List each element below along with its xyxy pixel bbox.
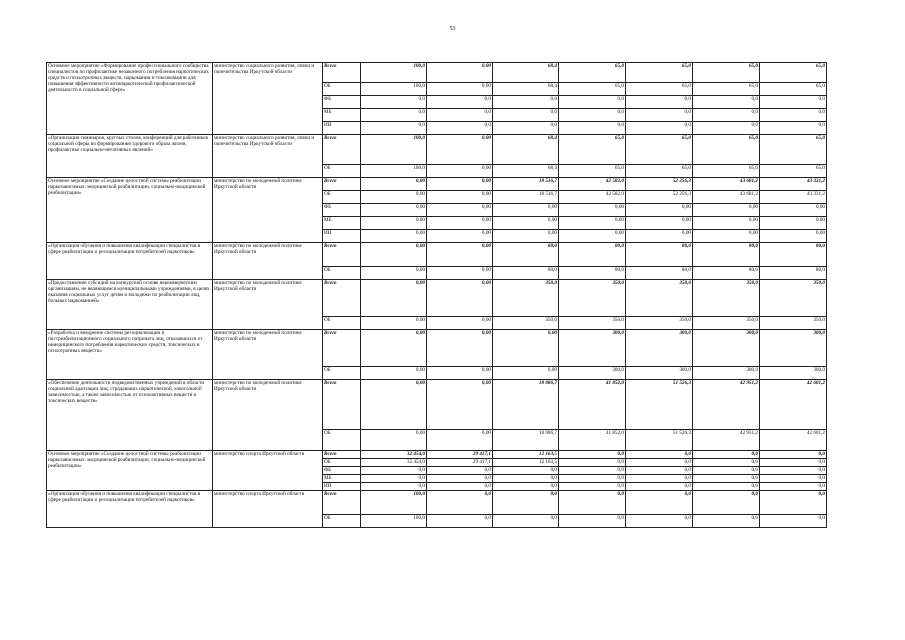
amount-cell: 0,0 <box>760 109 827 122</box>
amount-cell: 0,0 <box>559 467 626 475</box>
amount-cell: 0,0 <box>760 491 827 515</box>
amount-cell: 0,00 <box>427 430 493 451</box>
amount-cell: 0,0 <box>626 483 693 491</box>
amount-cell: 100,0 <box>361 135 427 165</box>
amount-cell: 0,00 <box>427 367 493 380</box>
amount-cell: 29 417,1 <box>427 459 493 467</box>
amount-cell: 0,0 <box>427 475 493 483</box>
amount-cell: 0,00 <box>361 217 427 230</box>
amount-cell: 0,0 <box>493 122 559 135</box>
funding-source: Всего <box>323 280 361 317</box>
amount-cell: 350,0 <box>626 317 693 330</box>
amount-cell: 0,0 <box>559 122 626 135</box>
amount-cell: 350,0 <box>493 280 559 317</box>
funding-source: Всего <box>323 380 361 430</box>
amount-cell: 0,0 <box>760 483 827 491</box>
amount-cell: 0,00 <box>427 230 493 243</box>
table-row <box>47 380 827 430</box>
amount-cell: 0,00 <box>361 230 427 243</box>
amount-cell: 300,0 <box>760 330 827 367</box>
amount-cell: 0,0 <box>493 96 559 109</box>
amount-cell: 0,00 <box>427 165 493 178</box>
amount-cell: 0,0 <box>693 515 760 528</box>
amount-cell: 0,0 <box>760 475 827 483</box>
amount-cell: 80,0 <box>626 243 693 267</box>
amount-cell: 65,0 <box>559 135 626 165</box>
amount-cell: 0,0 <box>626 451 693 459</box>
amount-cell: 42 582,0 <box>559 178 626 191</box>
amount-cell: 0,00 <box>626 204 693 217</box>
amount-cell: 100,0 <box>361 83 427 96</box>
amount-cell: 80,0 <box>760 243 827 267</box>
amount-cell: 0,00 <box>427 135 493 165</box>
executor-name: министерство по молодежной политике Иркутской области <box>213 243 323 280</box>
amount-cell: 43 681,2 <box>693 191 760 204</box>
amount-cell: 41 852,0 <box>559 380 626 430</box>
amount-cell: 0,0 <box>626 467 693 475</box>
funding-source: ОБ <box>323 83 361 96</box>
amount-cell: 65,0 <box>693 63 760 83</box>
amount-cell: 0,0 <box>559 459 626 467</box>
funding-source: ОБ <box>323 191 361 204</box>
amount-cell: 42 601,2 <box>760 430 827 451</box>
amount-cell: 0,0 <box>559 451 626 459</box>
amount-cell: 0,0 <box>427 467 493 475</box>
amount-cell: 100,0 <box>361 515 427 528</box>
activity-name: «Организация обучения и повышения квалификации специалистов в сфере реабилитации и ресоциализации потребителей наркотиков» <box>47 491 213 528</box>
amount-cell: 68,4 <box>493 135 559 165</box>
amount-cell: 18 516,7 <box>493 178 559 191</box>
amount-cell: 0,0 <box>693 491 760 515</box>
amount-cell: 0,00 <box>760 217 827 230</box>
funding-source: ОБ <box>323 459 361 467</box>
amount-cell: 0,0 <box>493 109 559 122</box>
amount-cell: 80,0 <box>493 243 559 267</box>
funding-source: ОБ <box>323 515 361 528</box>
funding-source: ФБ <box>323 204 361 217</box>
amount-cell: 41 852,0 <box>559 430 626 451</box>
amount-cell: 68,4 <box>493 83 559 96</box>
amount-cell: 80,0 <box>693 267 760 280</box>
amount-cell: 51 526,3 <box>626 430 693 451</box>
amount-cell: 65,0 <box>559 165 626 178</box>
amount-cell: 0,0 <box>361 96 427 109</box>
amount-cell: 0,0 <box>626 515 693 528</box>
amount-cell: 100,0 <box>361 63 427 83</box>
table-row <box>47 63 827 83</box>
amount-cell: 300,0 <box>693 367 760 380</box>
amount-cell: 29 417,1 <box>427 451 493 459</box>
activity-name: «Организация семинаров, круглых столов, конференций для работников социальной сферы по формированию здорового образа жизни, профилактике социально-негативных явлений» <box>47 135 213 178</box>
amount-cell: 0,00 <box>760 230 827 243</box>
funding-source: ОБ <box>323 430 361 451</box>
amount-cell: 0,00 <box>427 243 493 267</box>
amount-cell: 65,0 <box>626 63 693 83</box>
amount-cell: 0,0 <box>427 96 493 109</box>
amount-cell: 0,0 <box>427 483 493 491</box>
amount-cell: 0,0 <box>493 515 559 528</box>
activity-name: Основное мероприятие «Формирование профессионального сообщества специалистов по профилактике незаконного потребления наркотических средств и психотропных веществ, наркомании и токсикомании для повышения эффективности антинаркотической профилактической деятельности в социальной сфере» <box>47 63 213 135</box>
amount-cell: 52 256,3 <box>626 191 693 204</box>
amount-cell: 0,00 <box>626 230 693 243</box>
executor-name: министерство по молодежной политике Иркутской области <box>213 380 323 451</box>
amount-cell: 350,0 <box>493 317 559 330</box>
table-row <box>47 243 827 267</box>
funding-source: МБ <box>323 475 361 483</box>
page-number: 53 <box>449 26 456 32</box>
activity-name: «Предоставление субсидий на конкурсной основе некоммерческим организациям, не являющимся муниципальными учреждениями, в целях оказания социальных услуг детям и молодежи по реабилитации лиц, больных наркоманией» <box>47 280 213 330</box>
amount-cell: 68,4 <box>493 165 559 178</box>
amount-cell: 0,0 <box>361 467 427 475</box>
amount-cell: 18 086,7 <box>493 380 559 430</box>
funding-source: Всего <box>323 135 361 165</box>
executor-name: министерство по молодежной политике Иркутской области <box>213 280 323 330</box>
amount-cell: 80,0 <box>693 243 760 267</box>
amount-cell: 0,00 <box>361 380 427 430</box>
funding-source: ФБ <box>323 467 361 475</box>
amount-cell: 0,00 <box>427 204 493 217</box>
amount-cell: 0,0 <box>361 122 427 135</box>
executor-name: министерство спорта Иркутской области <box>213 491 323 528</box>
amount-cell: 0,0 <box>361 109 427 122</box>
amount-cell: 42 601,2 <box>760 380 827 430</box>
amount-cell: 0,0 <box>559 475 626 483</box>
amount-cell: 300,0 <box>693 330 760 367</box>
amount-cell: 0,0 <box>559 515 626 528</box>
executor-name: министерство по молодежной политике Иркутской области <box>213 330 323 380</box>
amount-cell: 0,00 <box>559 204 626 217</box>
amount-cell: 300,0 <box>760 367 827 380</box>
amount-cell: 65,0 <box>626 165 693 178</box>
amount-cell: 52 256,3 <box>626 178 693 191</box>
executor-name: министерство социального развития, опеки и попечительства Иркутской области <box>213 135 323 178</box>
amount-cell: 300,0 <box>559 367 626 380</box>
amount-cell: 0,0 <box>693 96 760 109</box>
amount-cell: 0,00 <box>559 217 626 230</box>
funding-source: ИИ <box>323 483 361 491</box>
amount-cell: 0,00 <box>361 430 427 451</box>
amount-cell: 0,0 <box>760 467 827 475</box>
amount-cell: 0,00 <box>493 217 559 230</box>
amount-cell: 0,0 <box>361 483 427 491</box>
amount-cell: 0,0 <box>626 96 693 109</box>
amount-cell: 0,0 <box>493 483 559 491</box>
amount-cell: 0,0 <box>760 96 827 109</box>
amount-cell: 0,0 <box>493 467 559 475</box>
amount-cell: 0,0 <box>760 459 827 467</box>
amount-cell: 65,0 <box>626 83 693 96</box>
amount-cell: 0,00 <box>493 204 559 217</box>
amount-cell: 0,0 <box>626 459 693 467</box>
amount-cell: 0,00 <box>693 204 760 217</box>
amount-cell: 0,00 <box>361 367 427 380</box>
funding-source: МБ <box>323 217 361 230</box>
amount-cell: 0,00 <box>427 83 493 96</box>
amount-cell: 65,0 <box>760 165 827 178</box>
funding-source: ОБ <box>323 165 361 178</box>
amount-cell: 0,0 <box>626 491 693 515</box>
amount-cell: 0,0 <box>559 109 626 122</box>
amount-cell: 0,0 <box>760 451 827 459</box>
amount-cell: 0,00 <box>361 204 427 217</box>
amount-cell: 0,0 <box>693 109 760 122</box>
amount-cell: 0,00 <box>427 191 493 204</box>
amount-cell: 0,00 <box>427 280 493 317</box>
amount-cell: 43 681,2 <box>693 178 760 191</box>
amount-cell: 65,0 <box>559 83 626 96</box>
amount-cell: 0,0 <box>559 491 626 515</box>
amount-cell: 0,00 <box>361 178 427 191</box>
table-row <box>47 491 827 515</box>
amount-cell: 12 163,5 <box>493 459 559 467</box>
activity-name: «Обеспечение деятельности подведомственных учреждений в области социальной адаптации лиц, страдающих наркотической, алкогольной зависимостью, а также зависимостью от психоактивных веществ и токсических веществ» <box>47 380 213 451</box>
amount-cell: 80,0 <box>559 243 626 267</box>
amount-cell: 0,00 <box>427 178 493 191</box>
funding-source: ИИ <box>323 230 361 243</box>
amount-cell: 18 086,7 <box>493 430 559 451</box>
amount-cell: 0,00 <box>493 330 559 367</box>
table-row <box>47 451 827 459</box>
amount-cell: 0,00 <box>361 243 427 267</box>
amount-cell: 0,00 <box>493 367 559 380</box>
amount-cell: 0,00 <box>626 217 693 230</box>
amount-cell: 300,0 <box>626 330 693 367</box>
amount-cell: 0,0 <box>693 451 760 459</box>
amount-cell: 65,0 <box>693 135 760 165</box>
amount-cell: 0,00 <box>427 217 493 230</box>
amount-cell: 0,0 <box>559 96 626 109</box>
executor-name: министерство спорта Иркутской области <box>213 451 323 491</box>
amount-cell: 0,0 <box>693 459 760 467</box>
funding-source: Всего <box>323 451 361 459</box>
funding-source: ФБ <box>323 96 361 109</box>
amount-cell: 0,0 <box>361 475 427 483</box>
funding-source: Всего <box>323 178 361 191</box>
activity-name: Основное мероприятие «Создание целостной системы реабилитации наркозависимых: медицинской реабилитации, социально-медицинской реабилитации» <box>47 178 213 243</box>
amount-cell: 0,00 <box>559 230 626 243</box>
funding-source: ИИ <box>323 122 361 135</box>
amount-cell: 100,0 <box>361 165 427 178</box>
amount-cell: 0,00 <box>427 330 493 367</box>
amount-cell: 0,0 <box>493 475 559 483</box>
funding-source: МБ <box>323 109 361 122</box>
activity-name: Основное мероприятие «Создание целостной системы реабилитации наркозависимых: медицинской реабилитации, социально-медицинской реабилитации» <box>47 451 213 491</box>
amount-cell: 80,0 <box>559 267 626 280</box>
amount-cell: 43 331,2 <box>760 178 827 191</box>
table-row <box>47 330 827 367</box>
activity-name: «Разработка и внедрение системы ресоциализации и постреабилитационного социального патроната лиц, отказавшихся от немедицинского потребления наркотических средств, токсических и психотропных веществ» <box>47 330 213 380</box>
amount-cell: 100,0 <box>361 491 427 515</box>
amount-cell: 0,0 <box>760 515 827 528</box>
amount-cell: 0,0 <box>693 122 760 135</box>
amount-cell: 65,0 <box>559 63 626 83</box>
amount-cell: 0,00 <box>361 330 427 367</box>
funding-source: Всего <box>323 330 361 367</box>
funding-source: Всего <box>323 491 361 515</box>
amount-cell: 0,00 <box>760 204 827 217</box>
funding-source: ОБ <box>323 267 361 280</box>
funding-source: Всего <box>323 63 361 83</box>
amount-cell: 80,0 <box>760 267 827 280</box>
amount-cell: 0,0 <box>760 122 827 135</box>
amount-cell: 80,0 <box>626 267 693 280</box>
amount-cell: 32 454,0 <box>361 459 427 467</box>
amount-cell: 300,0 <box>559 330 626 367</box>
amount-cell: 0,00 <box>427 63 493 83</box>
amount-cell: 42 951,2 <box>693 430 760 451</box>
amount-cell: 350,0 <box>760 317 827 330</box>
amount-cell: 350,0 <box>559 317 626 330</box>
amount-cell: 0,00 <box>693 230 760 243</box>
table-row <box>47 280 827 317</box>
amount-cell: 0,00 <box>427 267 493 280</box>
amount-cell: 0,0 <box>493 491 559 515</box>
executor-name: министерство по молодежной политике Иркутской области <box>213 178 323 243</box>
amount-cell: 43 331,2 <box>760 191 827 204</box>
amount-cell: 0,00 <box>361 191 427 204</box>
table-row <box>47 178 827 191</box>
amount-cell: 0,0 <box>427 122 493 135</box>
funding-source: ОБ <box>323 367 361 380</box>
amount-cell: 0,0 <box>693 467 760 475</box>
amount-cell: 0,00 <box>693 217 760 230</box>
amount-cell: 32 454,0 <box>361 451 427 459</box>
amount-cell: 350,0 <box>693 280 760 317</box>
amount-cell: 0,0 <box>626 475 693 483</box>
table-row <box>47 135 827 165</box>
amount-cell: 350,0 <box>693 317 760 330</box>
amount-cell: 51 526,3 <box>626 380 693 430</box>
amount-cell: 65,0 <box>626 135 693 165</box>
amount-cell: 65,0 <box>760 63 827 83</box>
budget-table <box>46 62 827 528</box>
amount-cell: 0,00 <box>361 267 427 280</box>
executor-name: министерство социального развития, опеки и попечительства Иркутской области <box>213 63 323 135</box>
amount-cell: 350,0 <box>626 280 693 317</box>
amount-cell: 0,00 <box>361 280 427 317</box>
amount-cell: 350,0 <box>559 280 626 317</box>
amount-cell: 0,0 <box>693 475 760 483</box>
amount-cell: 68,4 <box>493 63 559 83</box>
amount-cell: 0,0 <box>559 483 626 491</box>
amount-cell: 0,00 <box>427 317 493 330</box>
amount-cell: 12 163,5 <box>493 451 559 459</box>
amount-cell: 65,0 <box>693 83 760 96</box>
amount-cell: 18 516,7 <box>493 191 559 204</box>
amount-cell: 0,0 <box>626 109 693 122</box>
amount-cell: 0,00 <box>427 380 493 430</box>
amount-cell: 0,0 <box>427 491 493 515</box>
amount-cell: 0,0 <box>626 122 693 135</box>
amount-cell: 0,0 <box>427 515 493 528</box>
activity-name: «Организация обучения и повышения квалификации специалистов в сфере реабилитации и ресоциализации потребителей наркотиков» <box>47 243 213 280</box>
amount-cell: 42 582,0 <box>559 191 626 204</box>
amount-cell: 300,0 <box>626 367 693 380</box>
amount-cell: 350,0 <box>760 280 827 317</box>
amount-cell: 0,00 <box>493 230 559 243</box>
amount-cell: 80,0 <box>493 267 559 280</box>
amount-cell: 65,0 <box>760 83 827 96</box>
amount-cell: 65,0 <box>693 165 760 178</box>
amount-cell: 0,0 <box>693 483 760 491</box>
amount-cell: 42 951,2 <box>693 380 760 430</box>
amount-cell: 65,0 <box>760 135 827 165</box>
funding-source: ОБ <box>323 317 361 330</box>
funding-source: Всего <box>323 243 361 267</box>
amount-cell: 0,00 <box>361 317 427 330</box>
amount-cell: 0,0 <box>427 109 493 122</box>
